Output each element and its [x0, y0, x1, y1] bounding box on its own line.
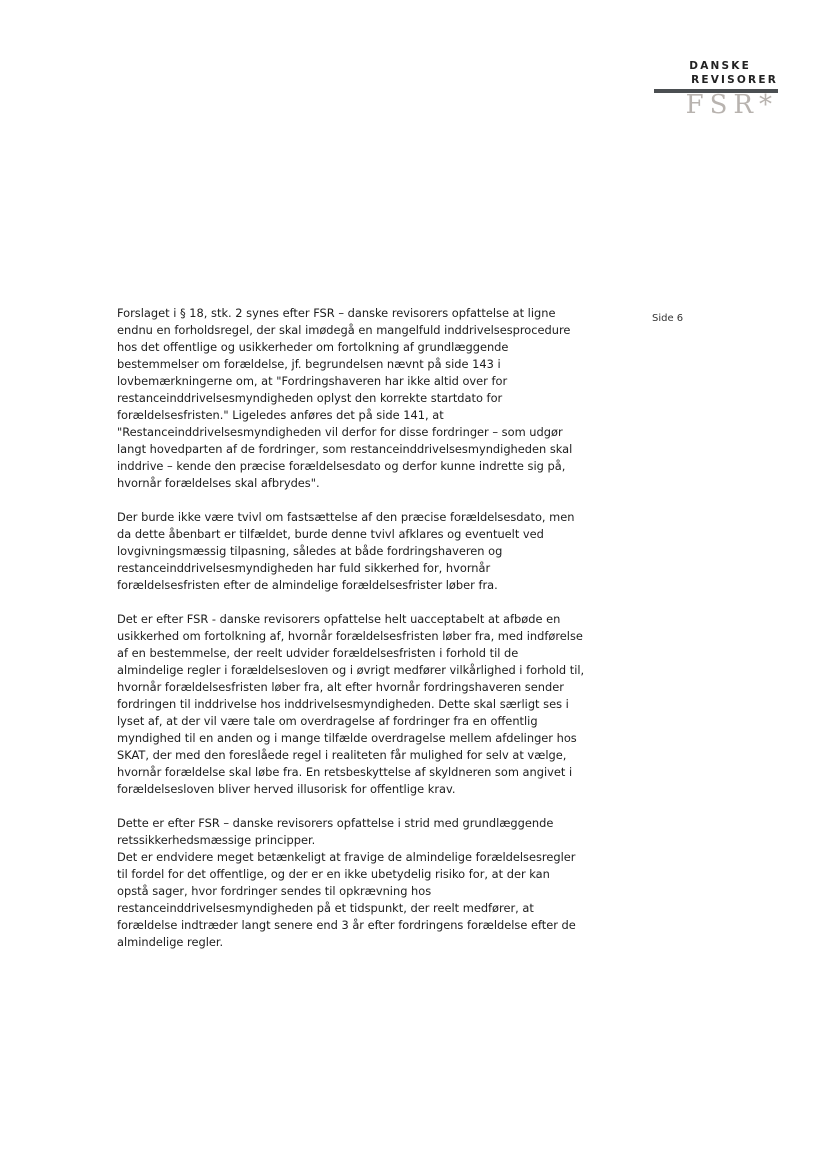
- text-line: forældelsesloven bliver herved illusorisk for offentlige krav.: [117, 782, 456, 796]
- text-line: endnu en forholdsregel, der skal imødegå en mangelfuld inddrivelsesprocedure: [117, 323, 571, 337]
- logo-line-danske: DANSKE: [689, 60, 751, 72]
- text-line: Det er endvidere meget betænkeligt at fravige de almindelige forældelsesregler: [117, 850, 576, 864]
- text-line: myndighed til en anden og i mange tilfælde overdragelse mellem afdelinger hos: [117, 731, 577, 745]
- text-line: lovgivningsmæssig tilpasning, således at både fordringshaveren og: [117, 544, 503, 558]
- text-line: forældelse indtræder langt senere end 3 år efter fordringens forældelse efter de: [117, 918, 576, 932]
- paragraph-1: [117, 305, 617, 492]
- text-line: af en bestemmelse, der reelt udvider forældelsesfristen i forhold til de: [117, 646, 519, 660]
- text-line: Dette er efter FSR – danske revisorers opfattelse i strid med grundlæggende: [117, 816, 554, 830]
- text-line: da dette åbenbart er tilfældet, burde denne tvivl afklares og eventuelt ved: [117, 527, 544, 541]
- paragraph-3: [117, 611, 617, 798]
- text-line: almindelige regler i forældelsesloven og i øvrigt medfører vilkårlighed i forhold til,: [117, 663, 585, 677]
- text-line: til fordel for det offentlige, og der er en ikke ubetydelig risiko for, at der kan: [117, 867, 550, 881]
- text-line: Forslaget i § 18, stk. 2 synes efter FSR – danske revisorers opfattelse at ligne: [117, 306, 556, 320]
- text-line: langt hovedparten af de fordringer, som restanceinddrivelsesmyndigheden skal: [117, 442, 573, 456]
- text-line: restanceinddrivelsesmyndigheden har fuld sikkerhed for, hvornår: [117, 561, 491, 575]
- text-line: lyset af, at der vil være tale om overdragelse af fordringer fra en offentlig: [117, 714, 538, 728]
- text-line: restanceinddrivelsesmyndigheden på et tidspunkt, der reelt medfører, at: [117, 901, 534, 915]
- fsr-logo: [648, 60, 778, 120]
- body-text: [117, 305, 617, 968]
- text-line: retssikkerhedsmæssige principper.: [117, 833, 316, 847]
- text-line: opstå sager, hvor fordringer sendes til opkrævning hos: [117, 884, 432, 898]
- text-line: hvornår forældelse skal løbe fra. En retsbeskyttelse af skyldneren som angivet i: [117, 765, 573, 779]
- text-line: usikkerhed om fortolkning af, hvornår forældelsesfristen løber fra, med indførelse: [117, 629, 583, 643]
- paragraph-4: [117, 815, 617, 951]
- text-line: restanceinddrivelsesmyndigheden oplyst den korrekte startdato for: [117, 391, 503, 405]
- text-line: "Restanceinddrivelsesmyndigheden vil derfor for disse fordringer – som udgør: [117, 425, 563, 439]
- text-line: forældelsesfristen efter de almindelige forældelsesfrister løber fra.: [117, 578, 498, 592]
- logo-line-revisorer: REVISORER: [691, 74, 778, 86]
- text-line: hvornår forældelsesfristen løber fra, alt efter hvornår fordringshaveren sender: [117, 680, 564, 694]
- text-line: fordringen til inddrivelse hos inddrivelsesmyndigheden. Dette skal særligt ses i: [117, 697, 569, 711]
- page-number: Side 6: [652, 313, 684, 324]
- text-line: almindelige regler.: [117, 935, 224, 949]
- text-line: forældelsesfristen." Ligeledes anføres det på side 141, at: [117, 408, 444, 422]
- text-line: lovbemærkningerne om, at "Fordringshaveren har ikke altid over for: [117, 374, 508, 388]
- text-line: hos det offentlige og usikkerheder om fortolkning af grundlæggende: [117, 340, 509, 354]
- logo-fsr-mark: FSR*: [685, 90, 778, 120]
- text-line: SKAT, der med den foreslåede regel i realiteten får mulighed for selv at vælge,: [117, 748, 567, 762]
- text-line: Det er efter FSR - danske revisorers opfattelse helt uacceptabelt at afbøde en: [117, 612, 561, 626]
- text-line: inddrive – kende den præcise forældelsesdato og derfor kunne indrette sig på,: [117, 459, 566, 473]
- text-line: Der burde ikke være tvivl om fastsættelse af den præcise forældelsesdato, men: [117, 510, 575, 524]
- paragraph-2: [117, 509, 617, 594]
- text-line: bestemmelser om forældelse, jf. begrundelsen nævnt på side 143 i: [117, 357, 501, 371]
- text-line: hvornår forældelses skal afbrydes".: [117, 476, 320, 490]
